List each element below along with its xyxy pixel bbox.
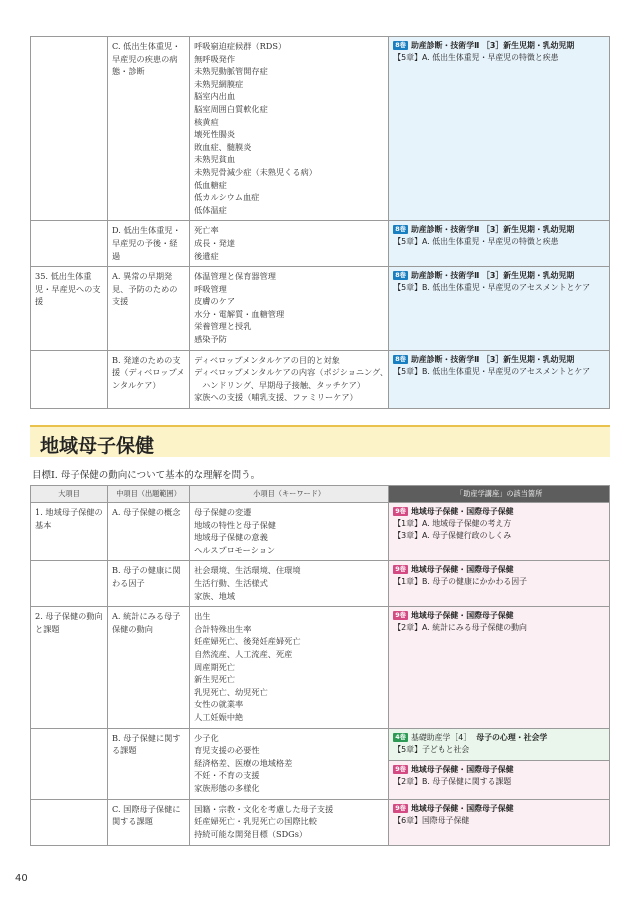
column-header: 「助産学講座」の該当箇所 <box>389 486 610 503</box>
chapter-ref: 【1章】A. 地域母子保健の考え方 <box>393 519 512 528</box>
book-title: 助産診断・技術学Ⅱ ［3］新生児期・乳幼児期 <box>410 271 575 281</box>
keyword: 皮膚のケア <box>194 296 236 307</box>
keyword: ハンドリング、早期母子接触、タッチケア） <box>202 379 366 390</box>
volume-badge: 9巻 <box>395 804 406 812</box>
keyword: 妊産婦死亡、後発妊産婦死亡 <box>194 636 301 647</box>
table-row <box>31 37 610 221</box>
keyword: 不妊・不育の支援 <box>194 770 260 781</box>
table-row <box>31 607 610 728</box>
keyword: 未熟児動脈管開存症 <box>194 66 268 77</box>
table-row <box>31 561 610 607</box>
chapter-ref: 【5章】A. 低出生体重児・早産児の特徴と疾患 <box>393 237 559 247</box>
keyword: 社会環境、生活環境、住環境 <box>194 565 301 576</box>
table-row <box>31 267 610 351</box>
keyword: 敗血症、髄膜炎 <box>194 141 252 152</box>
keyword: 乳児死亡、幼児死亡 <box>194 686 268 697</box>
keyword: 栄養管理と授乳 <box>194 321 252 332</box>
keyword: 体温管理と保育器管理 <box>194 271 276 282</box>
mid-item-cell: A. 異常の早期発見、予防のための支援 <box>107 267 189 351</box>
table-row <box>31 503 610 561</box>
keyword: 少子化 <box>194 732 219 743</box>
mid-item-cell: B. 母子保健に関する課題 <box>107 728 189 799</box>
keyword: 国籍・宗教・文化を考慮した母子支援 <box>194 803 334 814</box>
table-row <box>31 799 610 845</box>
neonatal-syllabus-table <box>30 36 610 409</box>
textbook-reference-cell <box>389 37 610 221</box>
book-title: 地域母子保健・国際母子保健 <box>410 565 514 575</box>
main-item-cell <box>31 728 108 799</box>
book-series: 基礎助産学［4］ <box>410 732 472 742</box>
keyword: 妊産婦死亡・乳児死亡の国際比較 <box>194 816 317 827</box>
textbook-reference-cell <box>389 503 610 561</box>
textbook-reference-cell <box>389 561 610 607</box>
reference-block <box>389 760 609 799</box>
keyword: 低カルシウム血症 <box>194 192 260 203</box>
book-title: 地域母子保健・国際母子保健 <box>410 803 514 813</box>
keyword: 新生児死亡 <box>194 674 236 685</box>
keyword: 感染予防 <box>194 334 227 345</box>
table-row <box>31 350 610 408</box>
keyword: 地域母子保健の意義 <box>194 532 268 543</box>
keyword: 脳室内出血 <box>194 91 236 102</box>
keyword-cell <box>190 799 389 845</box>
keyword: 呼吸窮迫症候群（RDS） <box>194 41 287 51</box>
keyword: 家族、地域 <box>194 590 236 601</box>
volume-badge: 9巻 <box>395 566 406 574</box>
book-title: 助産診断・技術学Ⅱ ［3］新生児期・乳幼児期 <box>410 354 575 364</box>
keyword-cell <box>190 221 389 267</box>
keyword: 壊死性腸炎 <box>194 129 236 140</box>
keyword-cell <box>190 37 389 221</box>
textbook-reference-cell <box>389 607 610 728</box>
chapter-ref: 【5章】A. 低出生体重児・早産児の特徴と疾患 <box>393 53 559 62</box>
community-health-syllabus-table <box>30 485 610 846</box>
keyword: 核黄疸 <box>194 116 219 127</box>
keyword: 生活行動、生活様式 <box>194 577 268 588</box>
keyword: ヘルスプロモーション <box>194 544 276 555</box>
keyword: 無呼吸発作 <box>194 53 236 64</box>
keyword: 低血糖症 <box>194 179 227 190</box>
mid-item-cell: A. 母子保健の概念 <box>107 503 189 561</box>
volume-badge: 8巻 <box>395 355 406 363</box>
volume-badge: 9巻 <box>395 765 406 773</box>
book-title: 地域母子保健・国際母子保健 <box>410 764 514 774</box>
mid-item-cell: D. 低出生体重児・早産児の予後・経過 <box>107 221 189 267</box>
keyword-cell <box>190 350 389 408</box>
textbook-reference-cell <box>389 799 610 845</box>
mid-item-cell: B. 発達のための支援（ディベロップメンタルケア） <box>107 350 189 408</box>
keyword: 人工妊娠中絶 <box>194 711 244 722</box>
keyword: 成長・発達 <box>194 237 236 248</box>
keyword: 母子保健の変遷 <box>194 507 252 517</box>
reference-block <box>389 729 609 760</box>
mid-item-cell: C. 国際母子保健に関する課題 <box>107 799 189 845</box>
section-header <box>30 425 610 457</box>
volume-badge: 9巻 <box>395 612 406 620</box>
keyword: 低体温症 <box>194 204 227 215</box>
mid-item-cell: A. 統計にみる母子保健の動向 <box>107 607 189 728</box>
column-header: 中項目（出題範囲） <box>107 486 189 503</box>
textbook-reference-cell <box>389 267 610 351</box>
keyword: 出生 <box>194 611 211 622</box>
book-title: 助産診断・技術学Ⅱ ［3］新生児期・乳幼児期 <box>410 225 575 235</box>
keyword: 未熟児網膜症 <box>194 78 244 89</box>
textbook-reference-cell <box>389 350 610 408</box>
keyword: 家族形態の多様化 <box>194 782 260 793</box>
chapter-ref: 【2章】B. 母子保健に関する課題 <box>393 776 512 786</box>
keyword: ディベロップメンタルケアの目的と対象 <box>194 354 340 365</box>
keyword: 持続可能な開発目標（SDGs） <box>194 828 308 839</box>
keyword: 家族への支援（哺乳支援、ファミリーケア） <box>194 392 358 403</box>
keyword-cell <box>190 503 389 561</box>
keyword-cell <box>190 267 389 351</box>
column-header: 小項目（キーワード） <box>190 486 389 503</box>
main-item-cell <box>31 561 108 607</box>
keyword-cell <box>190 561 389 607</box>
chapter-ref: 【3章】A. 母子保健行政のしくみ <box>393 531 512 540</box>
textbook-reference-cell <box>389 221 610 267</box>
main-item-cell: 1. 地域母子保健の基本 <box>31 503 108 561</box>
column-header: 大項目 <box>31 486 108 503</box>
keyword: 呼吸管理 <box>194 283 227 294</box>
chapter-ref: 【5章】B. 低出生体重児・早産児のアセスメントとケア <box>393 366 591 376</box>
keyword: 女性の就業率 <box>194 699 244 710</box>
keyword: 周産期死亡 <box>194 661 236 672</box>
volume-badge: 8巻 <box>395 42 406 49</box>
book-title: 地域母子保健・国際母子保健 <box>410 507 514 516</box>
section-goal: 目標Ⅰ. 母子保健の動向について基本的な理解を問う。 <box>32 470 261 481</box>
keyword: 合計特殊出生率 <box>194 623 252 634</box>
keyword: 未熟児貧血 <box>194 154 236 165</box>
main-item-cell <box>31 221 108 267</box>
page-number: 40 <box>15 873 28 884</box>
textbook-reference-cell <box>389 728 610 799</box>
header-row <box>31 486 610 503</box>
table-row <box>31 728 610 799</box>
section-title: 地域母子保健 <box>40 435 155 457</box>
keyword: 自然流産、人工流産、死産 <box>194 648 293 659</box>
keyword: 脳室周囲白質軟化症 <box>194 103 268 114</box>
keyword: 死亡率 <box>194 225 219 236</box>
chapter-ref: 【1章】B. 母子の健康にかかわる因子 <box>393 577 528 587</box>
main-item-cell <box>31 37 108 221</box>
book-title: 助産診断・技術学Ⅱ ［3］新生児期・乳幼児期 <box>410 41 575 50</box>
volume-badge: 9巻 <box>395 508 406 515</box>
book-title: 母子の心理・社会学 <box>476 732 548 742</box>
main-item-cell <box>31 799 108 845</box>
volume-badge: 4巻 <box>395 733 406 741</box>
book-title: 地域母子保健・国際母子保健 <box>410 611 514 621</box>
keyword: 経済格差、医療の地域格差 <box>194 757 293 768</box>
volume-badge: 8巻 <box>395 226 406 234</box>
table-row <box>31 221 610 267</box>
main-item-cell: 35. 低出生体重児・早産児への支援 <box>31 267 108 351</box>
keyword: 地域の特性と母子保健 <box>194 519 276 530</box>
keyword: 後遺症 <box>194 250 219 261</box>
chapter-ref: 【5章】B. 低出生体重児・早産児のアセスメントとケア <box>393 283 591 293</box>
keyword: 水分・電解質・血糖管理 <box>194 308 285 319</box>
mid-item-cell: C. 低出生体重児・早産児の疾患の病態・診断 <box>107 37 189 221</box>
main-item-cell <box>31 350 108 408</box>
keyword: 育児支援の必要性 <box>194 745 260 756</box>
volume-badge: 8巻 <box>395 272 406 280</box>
keyword: ディベロップメンタルケアの内容（ポジショニング、 <box>194 367 389 378</box>
keyword-cell <box>190 728 389 799</box>
keyword-cell <box>190 607 389 728</box>
main-item-cell: 2. 母子保健の動向と課題 <box>31 607 108 728</box>
mid-item-cell: B. 母子の健康に関わる因子 <box>107 561 189 607</box>
keyword: 未熟児骨減少症（未熟児くる病） <box>194 166 317 177</box>
chapter-ref: 【5章】子どもと社会 <box>393 744 470 754</box>
chapter-ref: 【2章】A. 統計にみる母子保健の動向 <box>393 623 527 633</box>
chapter-ref: 【6章】国際母子保健 <box>393 815 470 825</box>
